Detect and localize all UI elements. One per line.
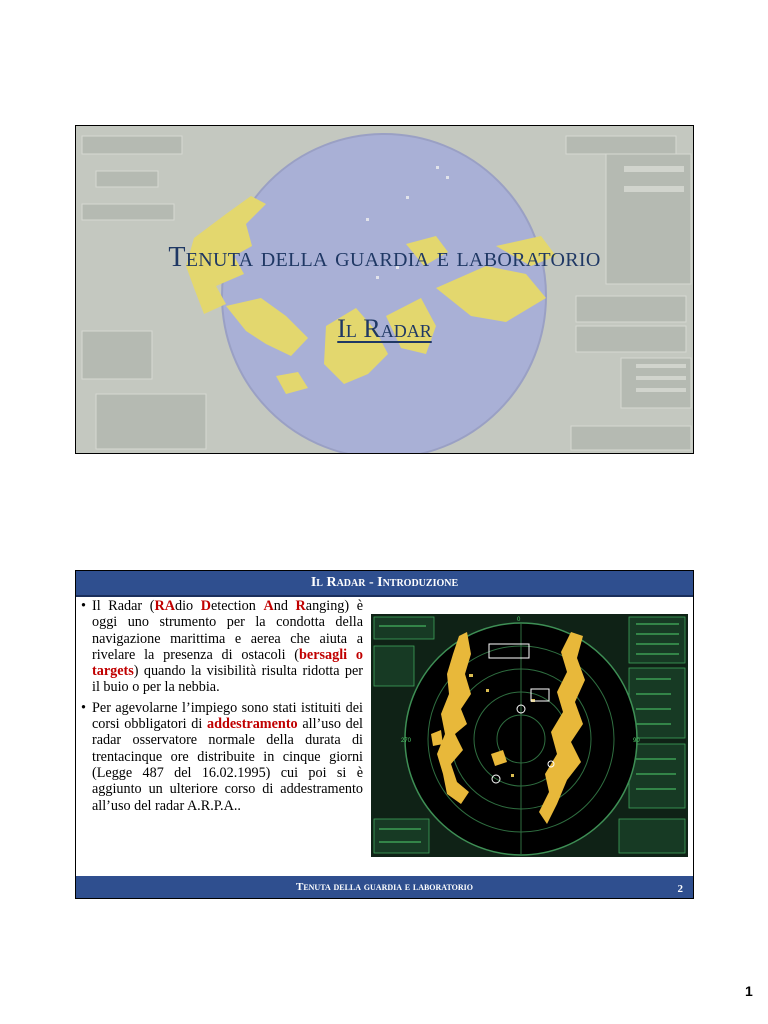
page-number: 1: [745, 983, 753, 999]
svg-text:90: 90: [633, 738, 640, 744]
slide-page-number: 2: [677, 883, 683, 895]
slide-title: Tenuta della guardia e laboratorio: [168, 242, 601, 273]
slide-body-text: [81, 598, 363, 818]
slide-footer: Tenuta della guardia e laboratorio: [76, 876, 693, 898]
slide-header: Il Radar - Introduzione: [76, 571, 693, 597]
svg-text:0: 0: [517, 617, 521, 623]
bullet-training-courses: • Per agevolarne l’impiego sono stati istituiti dei corsi obbligatori di addestramento all’uso del radar osservatore normale della durata di trentacinque ore distribuite in cinque giorni (Legge 487 del 16.02.1995) cui poi si è aggiunto un ulteriore corso di addestramento all’uso del radar A.R.P.A..: [81, 700, 363, 814]
slide-subtitle: Il Radar: [337, 314, 432, 343]
radar-background-image: [76, 126, 693, 453]
bullet-radar-definition: • Il Radar (RAdio Detection And Ranging) è oggi uno strumento per la condotta della navigazione marittima e aerea che aiuta a rivelare la presenza di ostacoli (bersagli o targets) quando la visibilità risulta ridotta per il buio o per la nebbia.: [81, 598, 363, 696]
content-slide: [75, 570, 694, 899]
radar-screen-image: [371, 614, 688, 857]
svg-text:270: 270: [401, 738, 412, 744]
radar-display: [371, 614, 688, 857]
title-slide: [75, 125, 694, 454]
